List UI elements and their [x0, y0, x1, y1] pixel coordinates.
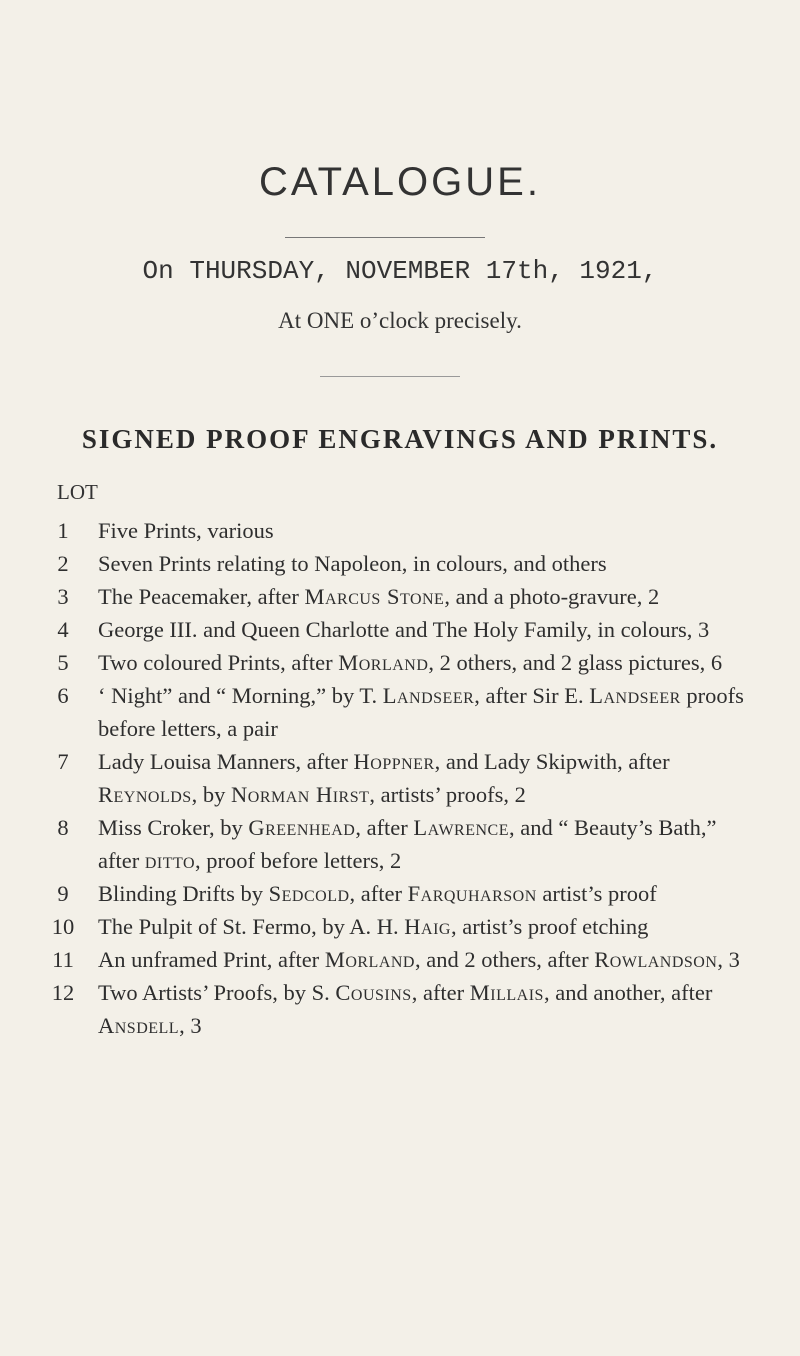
lot-text: , and Lady Skipwith, after [434, 749, 670, 774]
artist-name: Millais [469, 980, 544, 1005]
lot-number: 10 [51, 914, 75, 939]
lot-text: , and another, after [543, 980, 713, 1005]
artist-name: Sedcold [268, 881, 350, 906]
section-title: SIGNED PROOF ENGRAVINGS AND PRINTS. [81, 424, 719, 454]
sale-date: On THURSDAY, NOVEMBER 17th, 1921, [142, 256, 658, 286]
lot-item [0, 547, 800, 580]
lot-text: The Peacemaker, after [98, 584, 305, 609]
lot-number: 7 [57, 749, 69, 774]
lot-text: , artist’s proof etching [450, 914, 649, 939]
lot-item [0, 613, 800, 646]
lot-number: 6 [57, 683, 69, 708]
lot-text: artist’s proof [536, 881, 657, 906]
lot-description: George III. and Queen Charlotte and The Holy Family, in colours, 3 [98, 617, 710, 642]
lot-text: , artists’ proofs, 2 [369, 782, 526, 807]
lot-text: Two Artists’ Proofs, by S. [98, 980, 336, 1005]
lot-number: 4 [57, 617, 69, 642]
lot-item [0, 514, 800, 547]
lot-text: , 2 others, and 2 glass pictures, 6 [428, 650, 723, 675]
lot-text: Blinding Drifts by [98, 881, 269, 906]
lot-text: , and “ Beauty’s Bath,” after [98, 815, 717, 873]
lot-number: 9 [57, 881, 69, 906]
artist-name: Landseer [382, 683, 475, 708]
lot-item [0, 877, 800, 910]
lot-text: ‘ Night” and “ Morning,” by T. [98, 683, 383, 708]
artist-name: Landseer [589, 683, 681, 708]
artist-name: Norman Hirst [231, 782, 370, 807]
divider [320, 376, 460, 377]
lot-description: Five Prints, various [98, 518, 274, 543]
artist-name: Rowlandson [594, 947, 718, 972]
lot-text: The Pulpit of St. Fermo, by A. H. [98, 914, 405, 939]
lot-number: 1 [57, 518, 69, 543]
lot-text: , by [191, 782, 232, 807]
lot-item [0, 679, 800, 745]
sale-time: At ONE o’clock precisely. [278, 308, 522, 333]
lot-description: Seven Prints relating to Napoleon, in colours, and others [98, 551, 607, 576]
lot-item [0, 580, 800, 613]
lot-item [0, 646, 800, 679]
lot-item [0, 811, 800, 877]
artist-name: Cousins [335, 980, 412, 1005]
lot-number: 2 [57, 551, 69, 576]
lot-number: 11 [52, 947, 74, 972]
artist-name: ditto [144, 848, 196, 873]
artist-name: Haig [404, 914, 451, 939]
lot-text: , after [355, 815, 414, 840]
artist-name: Ansdell [98, 1013, 180, 1038]
artist-name: Reynolds [98, 782, 192, 807]
artist-name: Morland [338, 650, 429, 675]
lot-text: , after [411, 980, 470, 1005]
lot-item [0, 745, 800, 811]
lot-text: , after Sir E. [474, 683, 590, 708]
artist-name: Marcus Stone [304, 584, 445, 609]
lot-number: 3 [57, 584, 69, 609]
artist-name: Lawrence [413, 815, 509, 840]
artist-name: Farquharson [407, 881, 537, 906]
lot-text: , 3 [179, 1013, 202, 1038]
lot-number: 12 [51, 980, 75, 1005]
lot-number: 5 [57, 650, 69, 675]
lot-text: , after [349, 881, 408, 906]
lot-text: , and a photo-gravure, 2 [444, 584, 660, 609]
lot-column-header: LOT [57, 480, 98, 504]
lot-text: Two coloured Prints, after [98, 650, 339, 675]
lot-number: 8 [57, 815, 69, 840]
lot-text: proofs before letters, a pair [98, 683, 744, 741]
divider [285, 237, 485, 238]
lot-text: Miss Croker, by [98, 815, 249, 840]
page-title: CATALOGUE. [259, 160, 541, 204]
artist-name: Hoppner [353, 749, 435, 774]
lot-text: An unframed Print, after [98, 947, 325, 972]
lot-item [0, 976, 800, 1042]
lot-text: , proof before letters, 2 [195, 848, 402, 873]
lot-text: Lady Louisa Manners, after [98, 749, 354, 774]
lot-text: , and 2 others, after [414, 947, 595, 972]
artist-name: Greenhead [248, 815, 356, 840]
artist-name: Morland [324, 947, 415, 972]
lot-item [0, 910, 800, 943]
lot-text: , 3 [717, 947, 740, 972]
lot-item [0, 943, 800, 976]
lot-list [0, 514, 800, 1042]
